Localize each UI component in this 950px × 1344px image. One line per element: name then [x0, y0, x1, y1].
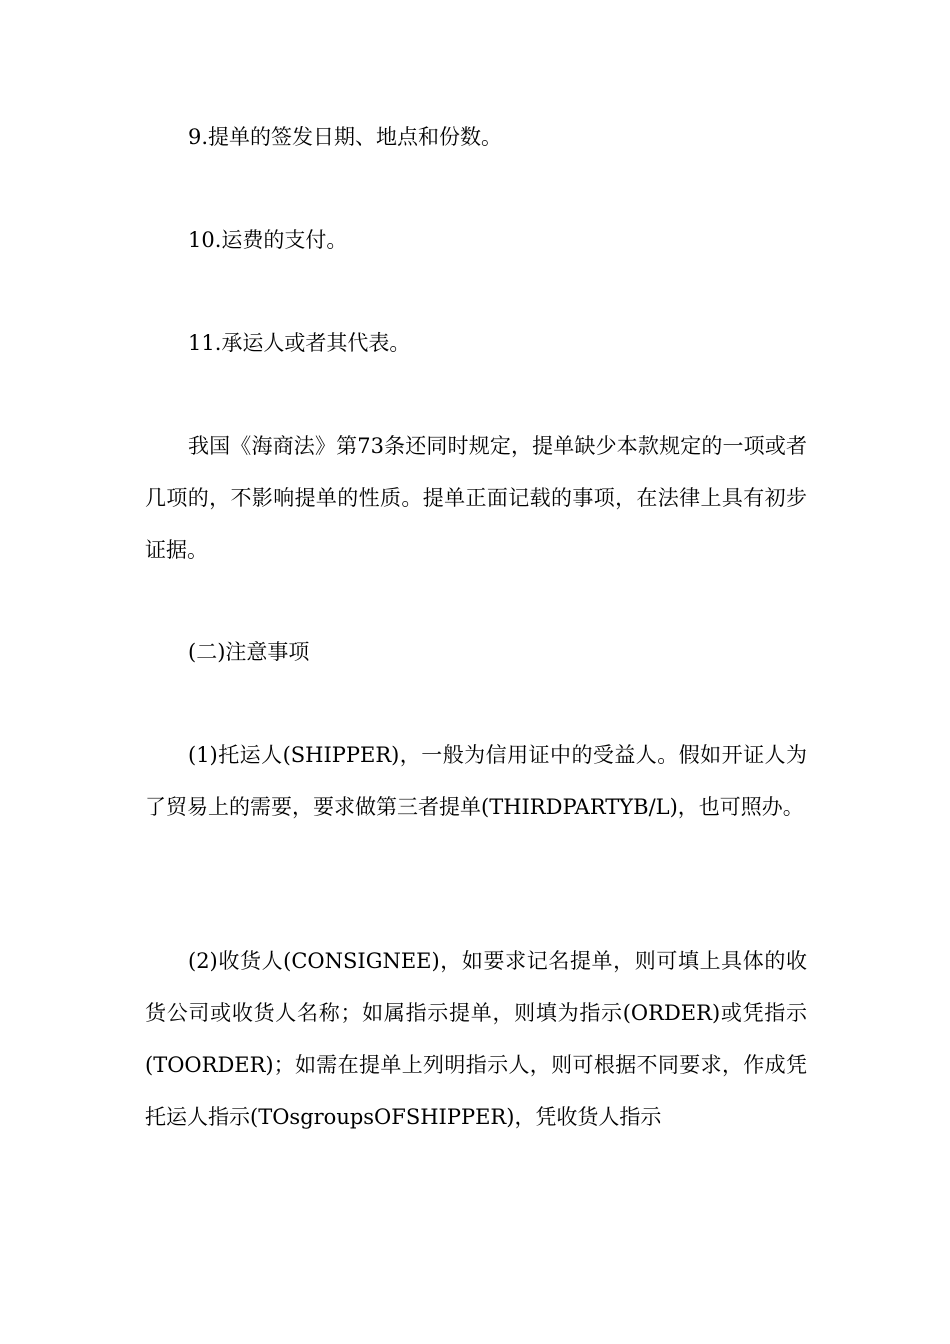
- section-heading-notes: (二)注意事项: [188, 640, 310, 664]
- list-item-freight-payment: 10.运费的支付。: [188, 228, 348, 252]
- paragraph-consignee: (2)收货人(CONSIGNEE)，如要求记名提单，则可填上具体的收货公司或收货人名称；如属指示提单，则填为指示(ORDER)或凭指示(TOORDER)；如需在提单上列明指示人，则可根据不同要求，作成凭托运人指示(TOsgroupsOFSHIPPER)，凭收货人指示: [145, 949, 807, 1129]
- list-item-carrier: 11.承运人或者其代表。: [188, 331, 411, 355]
- paragraph-shipper: (1)托运人(SHIPPER)，一般为信用证中的受益人。假如开证人为了贸易上的需要，要求做第三者提单(THIRDPARTYB/L)，也可照办。: [145, 743, 807, 819]
- list-item-issue-date: 9.提单的签发日期、地点和份数。: [188, 125, 503, 149]
- paragraph-maritime-law: 我国《海商法》第73条还同时规定，提单缺少本款规定的一项或者几项的，不影响提单的性质。提单正面记载的事项，在法律上具有初步证据。: [145, 434, 807, 562]
